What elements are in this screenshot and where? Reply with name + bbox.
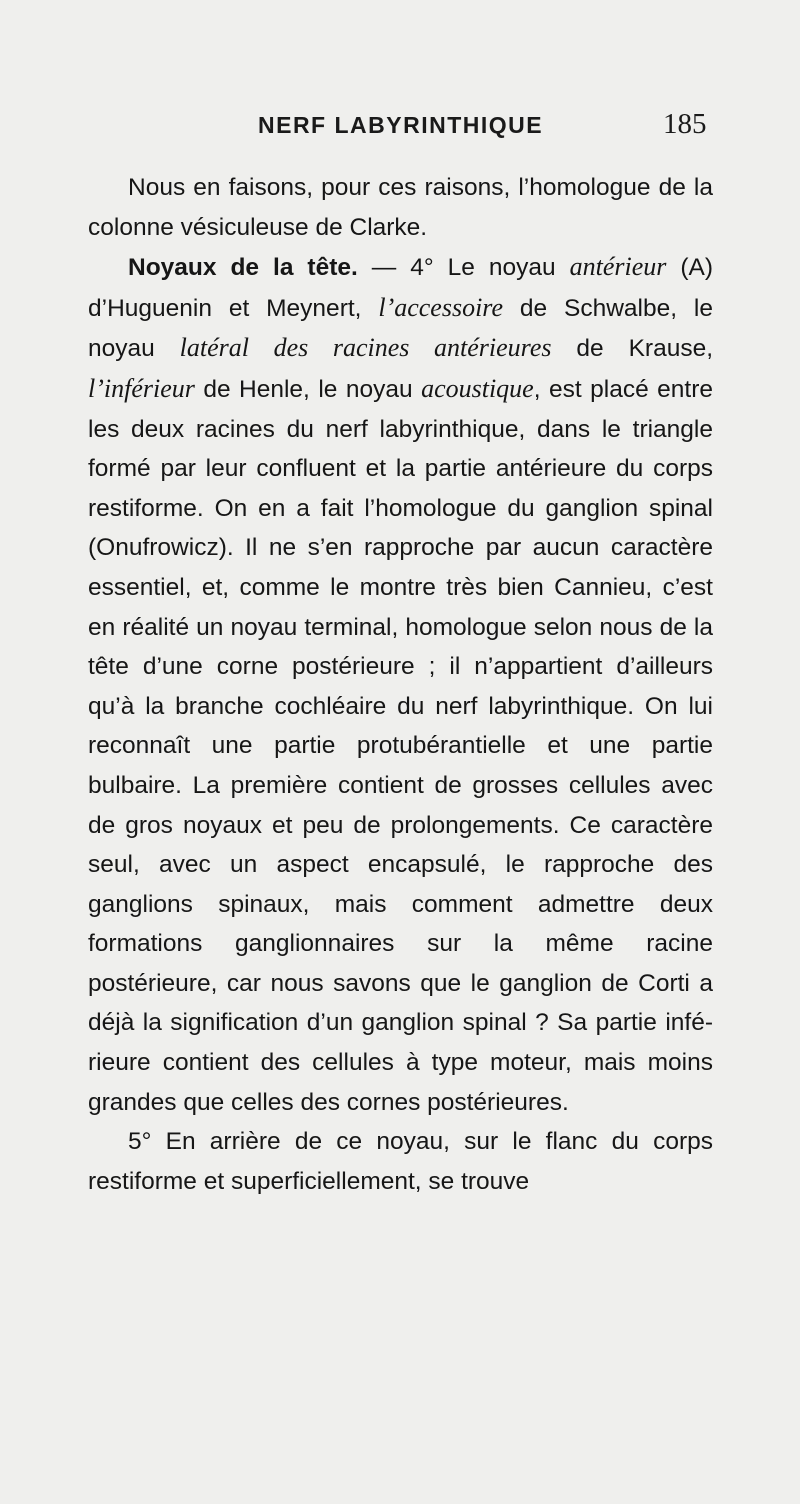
italic-term-2: l’accessoire xyxy=(378,292,503,322)
running-header xyxy=(0,108,800,148)
page-number: 185 xyxy=(663,108,707,140)
paragraph-2-text-4: de Krause, xyxy=(551,335,713,363)
italic-term-1: antérieur xyxy=(569,252,667,282)
italic-term-3: latéral des racines antérieures xyxy=(179,333,552,363)
paragraph-3-text: 5° En arrière de ce noyau, sur le flanc du corps restiforme et superficiellement, se trouve xyxy=(88,1128,713,1195)
paragraph-2-text-3: de Schwalbe, le noyau xyxy=(88,294,713,363)
paragraph-1-text: Nous en faisons, pour ces raisons, l’homologue de la colonne vésiculeuse de Clarke. xyxy=(88,174,713,241)
paragraph-1 xyxy=(88,168,713,247)
body-text xyxy=(88,168,713,1201)
paragraph-2-text-1: — 4° Le noyau xyxy=(357,254,570,282)
paragraph-3 xyxy=(88,1122,713,1201)
italic-term-4: l’inférieur xyxy=(88,373,195,403)
running-title: NERF LABYRINTHIQUE xyxy=(258,112,544,138)
paragraph-2-text-5: de Henle, le noyau xyxy=(194,375,422,403)
paragraph-2-text-6: , est placé entre les deux racines du nerf labyrinthique, dans le triangle formé par leur confluent et la partie antérieure du corps restiforme. On en a fait l’homologue du ganglion spinal (Onufrowicz). Il ne s’en rapproche par aucun caractère essentiel, et, comme le montre très bien Cannieu, c’est en réalité un noyau terminal, homologue selon nous de la tête d’une corne postérieure ; il n’appartient d’ailleurs qu’à la branche cochléaire du nerf labyrinthique. On lui reconnaît une partie protubérantielle et une partie bulbaire. La première contient de grosses cellules avec de gros noyaux et peu de prolongements. Ce caractère seul, avec un aspect encapsulé, le rapproche des ganglions spinaux, mais comment admettre deux formations ganglionnaires sur la même racine postérieure, car nous savons que le ganglion de Corti a déjà la signification d’un ganglion spinal ? Sa partie inférieure contient des cellules à type moteur, mais moins grandes que celles des cornes postérieures. xyxy=(88,375,713,1116)
section-heading: Noyaux de la tête. xyxy=(128,254,358,282)
paragraph-2 xyxy=(88,247,713,1122)
paragraph-2-text-2: (A) d’Huguenin et Meynert, xyxy=(88,254,713,322)
italic-term-5: acoustique xyxy=(421,373,534,403)
